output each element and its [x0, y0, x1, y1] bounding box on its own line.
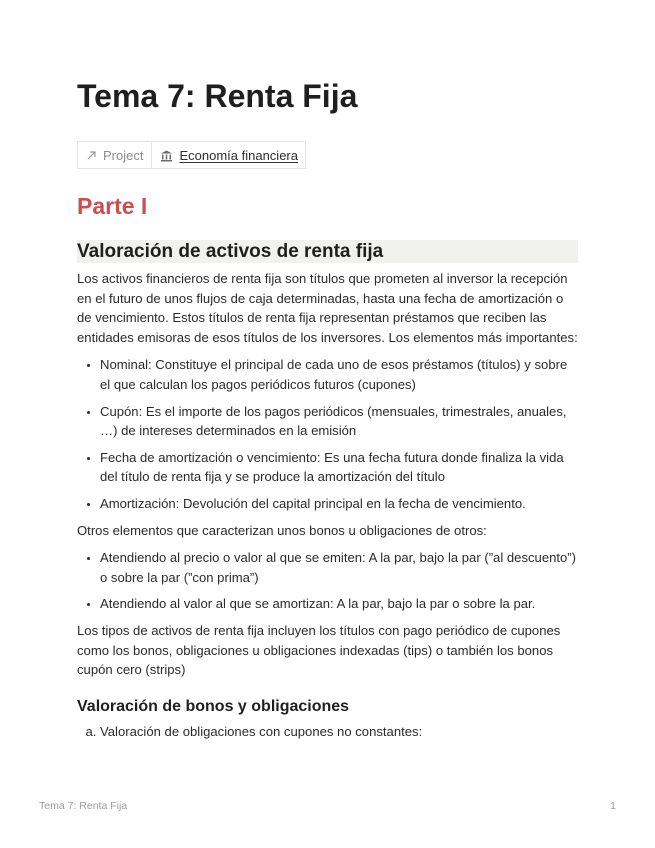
types-paragraph: Los tipos de activos de renta fija incluyen los títulos con pago periódico de cupones como los bonos, obligaciones u obligaciones indexadas (tips) o también los bonos cupón cero (strips) [77, 622, 561, 678]
sub-heading: Valoración de bonos y obligaciones [77, 697, 350, 715]
footer-title: Tema 7: Renta Fija [39, 800, 128, 812]
intro-paragraph: Los activos financieros de renta fija son títulos que prometen al inversor la recepción en el futuro de unos flujos de caja determinadas, hasta una fecha de amortización o de vencimiento. Estos títulos de renta fija representan préstamos que reciben las entidades emisoras de esos títulos de los inversores. Los elementos más importantes: [77, 271, 578, 345]
elements-list [77, 355, 579, 513]
ordered-list [77, 722, 579, 742]
list-item: • Fecha de amortización o vencimiento: Es una fecha futura donde finaliza la vida del título de renta fija y se produce la amortización del título [100, 448, 579, 487]
arrow-up-right-icon [86, 150, 97, 161]
other-elements-paragraph: Otros elementos que caracterizan unos bonos u obligaciones de otros: [77, 522, 487, 538]
project-link[interactable]: Economía financiera [179, 147, 298, 163]
footer-page-number: 1 [610, 800, 616, 812]
page-title: Tema 7: Renta Fija [77, 78, 358, 114]
ordered-list-item: a. Valoración de obligaciones con cupones no constantes: [100, 722, 579, 742]
property-key-label: Project [103, 147, 144, 163]
document-body [77, 269, 579, 741]
list-item: • Nominal: Constituye el principal de cada uno de esos préstamos (títulos) y sobre el que calculan los pagos periódicos futuros (cupones) [100, 355, 579, 394]
list-item: • Atendiendo al valor al que se amortizan: A la par, bajo la par o sobre la par. [100, 594, 579, 614]
bank-icon [160, 149, 173, 162]
list-item: • Atendiendo al precio o valor al que se emiten: A la par, bajo la par (”al descuento”) o sobre la par (”con prima”) [100, 548, 579, 587]
list-item: • Amortización: Devolución del capital principal en la fecha de vencimiento. [100, 494, 579, 514]
property-value[interactable] [152, 142, 305, 168]
part-heading: Parte I [77, 193, 148, 219]
section-heading: Valoración de activos de renta fija [77, 240, 578, 263]
project-property [77, 141, 306, 169]
list-item: • Cupón: Es el importe de los pagos periódicos (mensuales, trimestrales, anuales, …) de intereses determinados en la emisión [100, 402, 579, 441]
property-key [78, 142, 152, 168]
other-elements-list [77, 548, 579, 614]
